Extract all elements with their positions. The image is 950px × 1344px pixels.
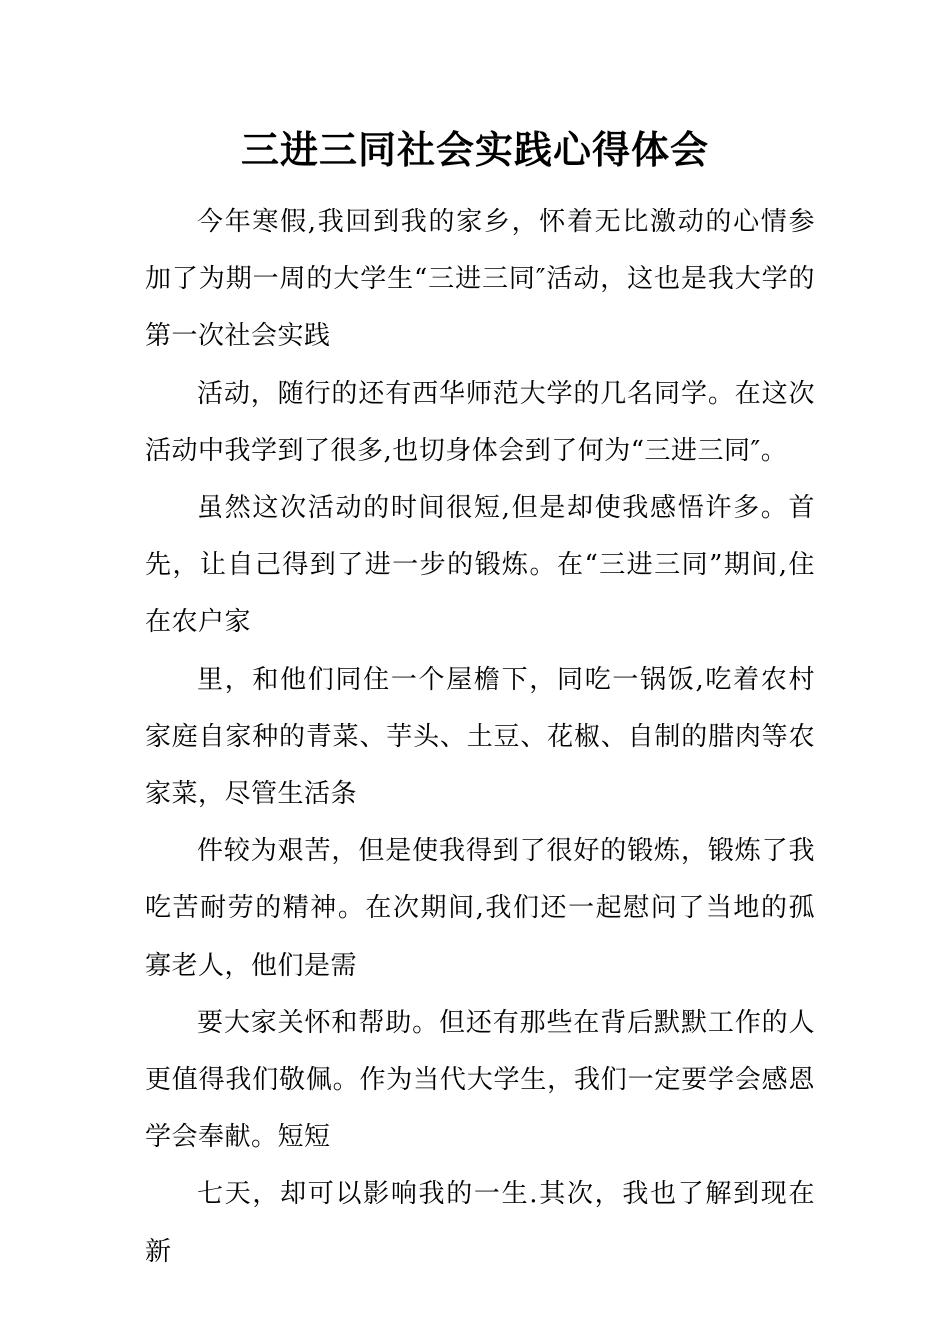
document-title: 三进三同社会实践心得体会: [240, 127, 709, 172]
paragraph: 虽然这次活动的时间很短,但是却使我感悟许多。首先，让自己得到了进一步的锻炼。在“三进三同”期间,住在农户家: [145, 493, 815, 638]
paragraph: 今年寒假,我回到我的家乡，怀着无比激动的心情参加了为期一周的大学生“三进三同″活动，这也是我大学的第一次社会实践: [145, 207, 815, 352]
paragraph: 件较为艰苦，但是使我得到了很好的锻炼，锻炼了我吃苦耐劳的精神。在次期间,我们还一起慰问了当地的孤寡老人，他们是需: [145, 836, 815, 981]
paragraph: 里，和他们同住一个屋檐下，同吃一锅饭,吃着农村家庭自家种的青菜、芋头、土豆、花椒、自制的腊肉等农家菜，尽管生活条: [145, 664, 815, 810]
document-body: [145, 194, 815, 1281]
paragraph: 七天，却可以影响我的一生.其次，我也了解到现在新: [145, 1179, 815, 1267]
paragraph: 活动，随行的还有西华师范大学的几名同学。在这次活动中我学到了很多,也切身体会到了何为“三进三同″。: [145, 378, 815, 466]
paragraph: 要大家关怀和帮助。但还有那些在背后默默工作的人更值得我们敬佩。作为当代大学生，我们一定要学会感恩学会奉献。短短: [145, 1007, 815, 1153]
